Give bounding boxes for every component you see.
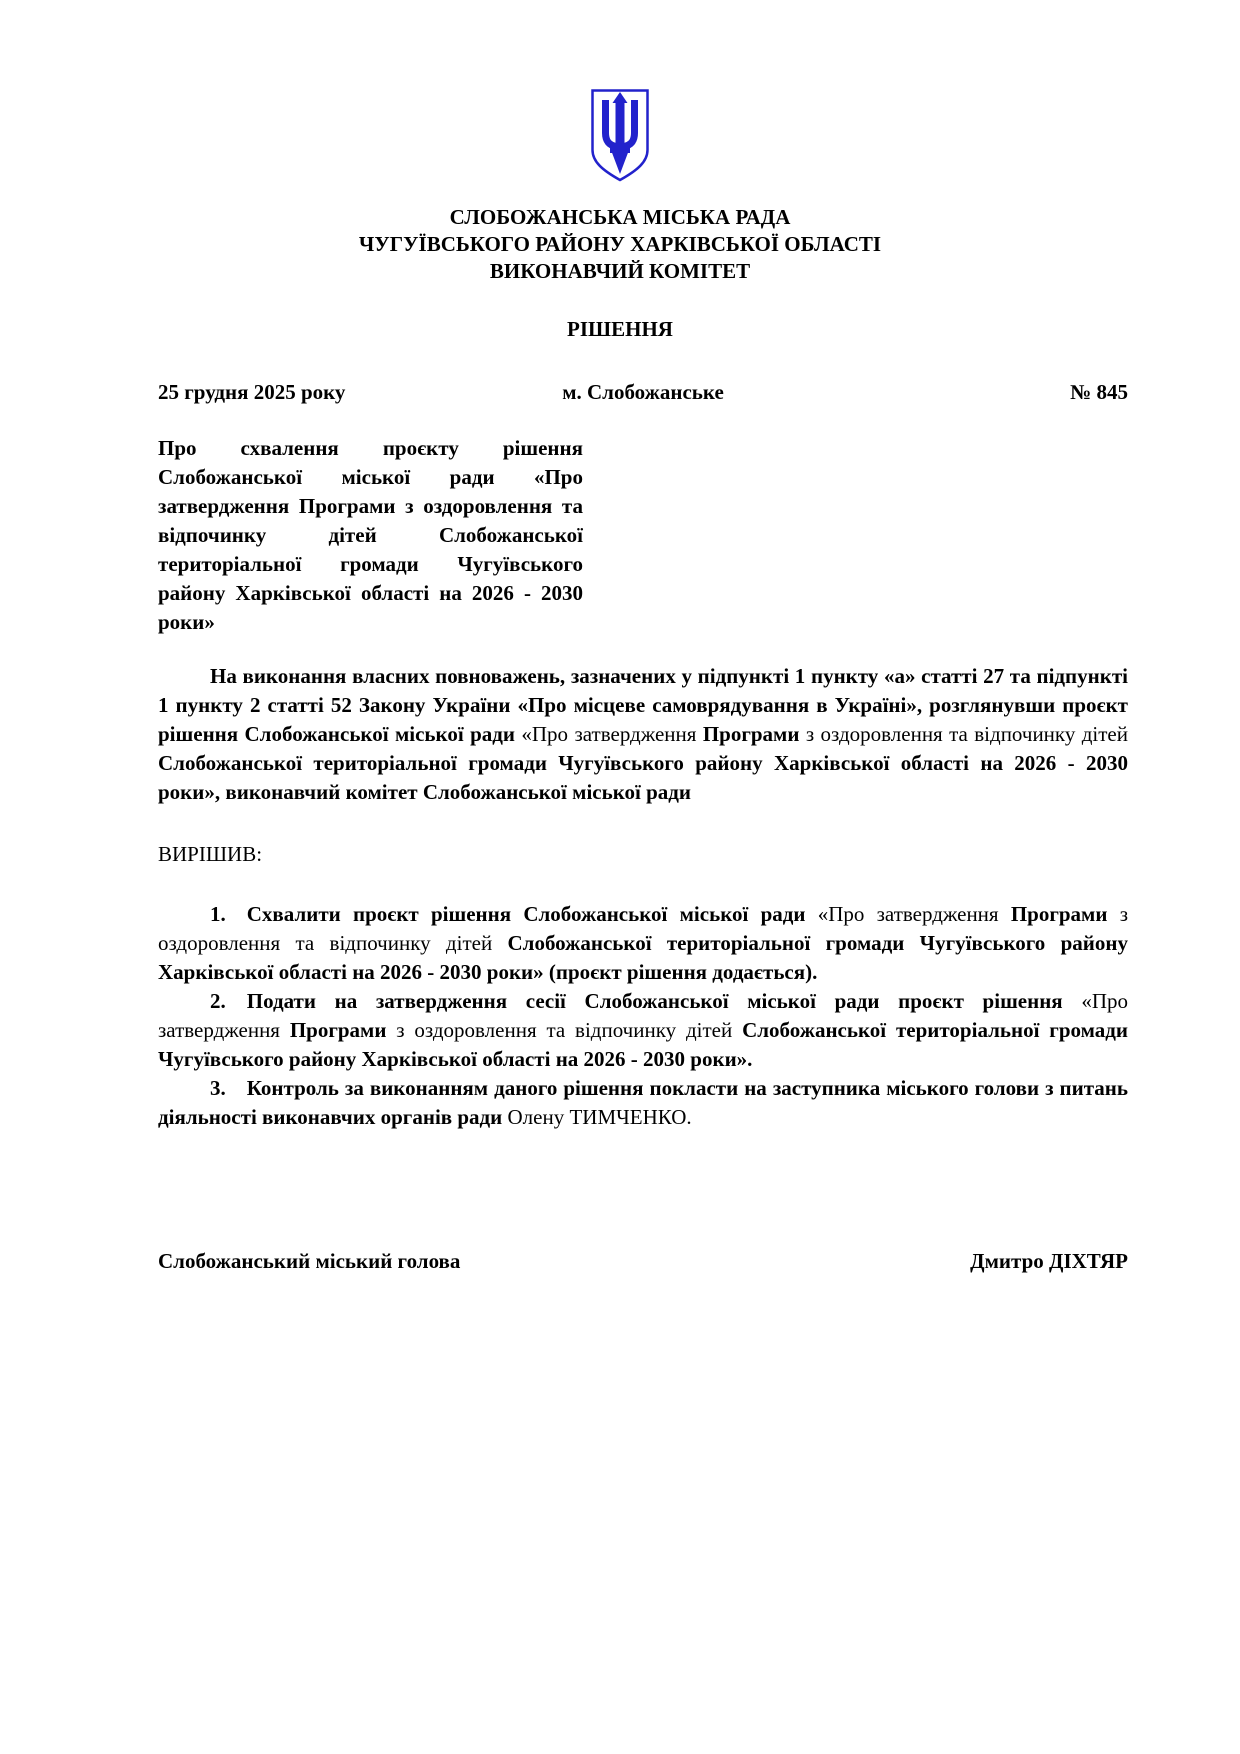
text-segment: 3. Контроль за виконанням даного рішення покласти на заступника міського голови з питань діяльності виконавчих органів ради: [158, 1076, 1128, 1129]
text-segment: Слобожанської територіальної громади Чугуївського району Харківської області на 2026 - 2030 роки».: [158, 1018, 1128, 1071]
signature-row: [158, 1247, 1128, 1276]
decision-meta-row: [158, 379, 1128, 406]
text-segment: з оздоровлення та відпочинку дітей: [386, 1018, 743, 1042]
org-name-line-3: ВИКОНАВЧИЙ КОМІТЕТ: [489, 259, 751, 283]
org-name-line-1: СЛОБОЖАНСЬКА МІСЬКА РАДА: [449, 205, 791, 229]
decision-item-1: [158, 900, 1128, 987]
text-segment: «Про затвердження: [521, 722, 703, 746]
decision-number: № 845: [1070, 380, 1128, 404]
decision-date: 25 грудня 2025 року: [158, 380, 346, 404]
text-segment: 1. Схвалити проєкт рішення Слобожанської міської ради: [210, 902, 818, 926]
text-segment: Програми: [289, 1018, 387, 1042]
text-segment: з оздоровлення та відпочинку дітей: [158, 902, 1128, 955]
text-segment: 2. Подати на затвердження сесії Слобожанської міської ради проєкт рішення: [210, 989, 1082, 1013]
issuing-authority: [0, 204, 1240, 285]
emblem-container: [0, 0, 1240, 184]
decision-item-3: [158, 1074, 1128, 1132]
text-segment: На виконання власних повноважень, зазначених у підпункті 1 пункту «а» статті 27 та підпункті 1 пункту 2 статті 52 Закону України «Про місцеве самоврядування в Україні», розглянувши проєкт рішення Слобожанської міської ради: [158, 664, 1128, 746]
decision-place: м. Слобожанське: [562, 380, 724, 404]
text-segment: Програми: [1010, 902, 1108, 926]
decision-items: [0, 900, 1240, 1132]
text-segment: Слобожанської територіальної громади Чугуївського району Харківської області на 2026 - 2030 роки», виконавчий комітет Слобожанської міської ради: [158, 751, 1128, 804]
text-segment: з оздоровлення та відпочинку дітей: [799, 722, 1128, 746]
signature-title: Слобожанський міський голова: [158, 1249, 461, 1273]
text-segment: «Про затвердження: [158, 989, 1128, 1042]
resolved-heading: ВИРІШИВ:: [158, 842, 263, 866]
ukraine-trident-icon: [589, 88, 651, 184]
text-segment: «Про затвердження: [817, 902, 1011, 926]
document-type-title: РІШЕННЯ: [567, 317, 673, 341]
org-name-line-2: ЧУГУЇВСЬКОГО РАЙОНУ ХАРКІВСЬКОЇ ОБЛАСТІ: [358, 232, 882, 256]
text-segment: Програми: [702, 722, 800, 746]
preamble-paragraph: [158, 662, 1128, 807]
text-segment: Олену ТИМЧЕНКО.: [507, 1105, 692, 1129]
text-segment: Слобожанської територіальної громади Чугуївського району Харківської області на 2026 - 2030 роки» (проєкт рішення додається).: [158, 931, 1128, 984]
decision-item-2: [158, 987, 1128, 1074]
signature-name: Дмитро ДІХТЯР: [970, 1249, 1128, 1273]
decision-subject: Про схвалення проєкту рішення Слобожанської міської ради «Про затвердження Програми з оздоровлення та відпочинку дітей Слобожанської територіальної громади Чугуївського району Харківської області на 2026 - 2030 роки»: [158, 436, 583, 634]
